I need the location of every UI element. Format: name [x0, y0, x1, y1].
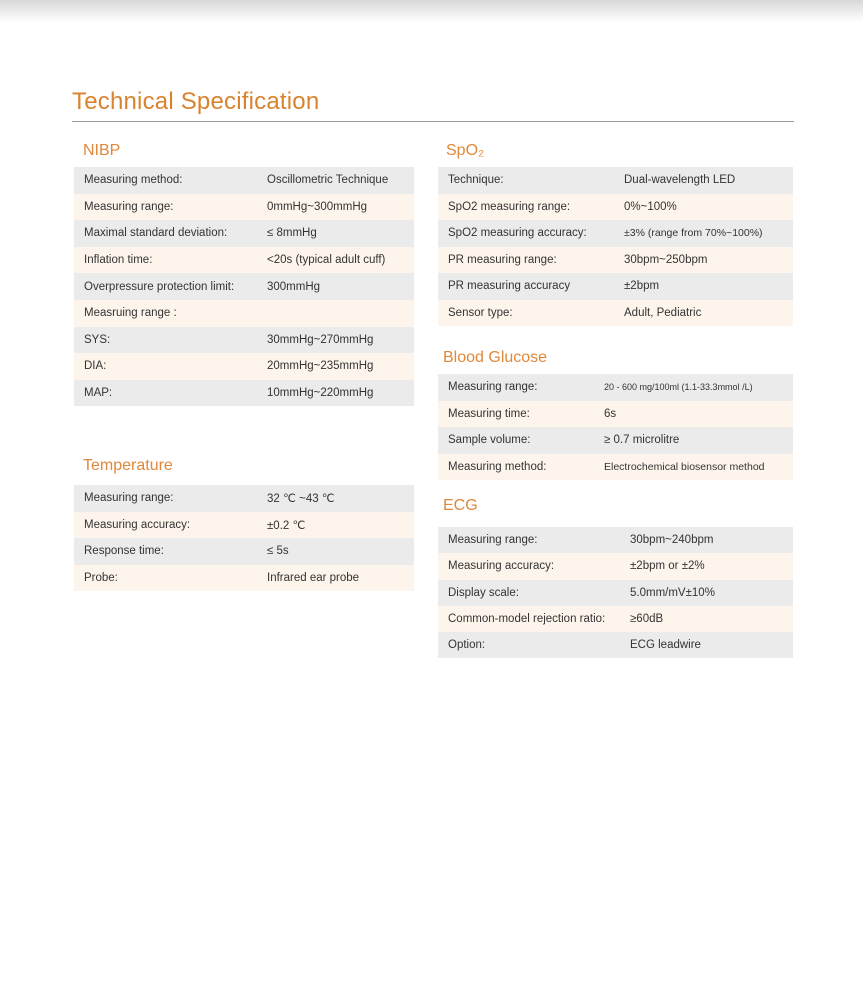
spec-value: Dual-wavelength LED: [624, 174, 736, 187]
spec-row: [438, 527, 793, 553]
spec-row: [438, 580, 793, 606]
spec-value: Adult, Pediatric: [624, 306, 702, 319]
spec-row: [74, 565, 414, 592]
spo2-spec-table: [438, 167, 793, 326]
spec-row: [74, 538, 414, 565]
spec-value: 30mmHg~270mmHg: [267, 333, 374, 346]
spec-value: 20mmHg~235mmHg: [267, 360, 374, 373]
spec-label: SYS:: [84, 333, 111, 346]
spec-value: 5.0mm/mV±10%: [630, 586, 715, 599]
nibp-spec-table: [74, 167, 414, 406]
spec-row: [438, 632, 793, 658]
spec-value: Electrochemical biosensor method: [604, 460, 765, 473]
spo2-heading: SpO₂: [446, 142, 485, 159]
temperature-spec-table: [74, 485, 414, 591]
spec-value: 6s: [604, 407, 617, 420]
spec-label: Display scale:: [448, 586, 519, 599]
spec-row: [438, 300, 793, 327]
spec-label: Maximal standard deviation:: [84, 227, 228, 240]
spec-value: ±0.2 ℃: [267, 519, 306, 532]
spec-label: Measruing range :: [84, 307, 177, 320]
spec-row: [74, 327, 414, 354]
spec-label: Response time:: [84, 545, 164, 558]
spec-value: ≤ 8mmHg: [267, 227, 317, 240]
spec-row: [74, 512, 414, 539]
spec-label: MAP:: [84, 387, 113, 400]
spec-value: 30bpm~240bpm: [630, 534, 714, 547]
title-divider: [72, 121, 794, 122]
top-shadow: [0, 0, 863, 22]
spec-value: ≥ 0.7 microlitre: [604, 434, 680, 447]
spec-label: Measuring range:: [84, 200, 174, 213]
spec-value: Oscillometric Technique: [267, 174, 389, 187]
ecg-spec-table: [438, 527, 793, 658]
spec-value: 300mmHg: [267, 280, 321, 293]
spec-row: [438, 606, 793, 632]
spec-row: [74, 380, 414, 407]
spec-row: [438, 273, 793, 300]
spec-value: 30bpm~250bpm: [624, 253, 708, 266]
spec-label: PR measuring accuracy: [448, 280, 571, 293]
spec-label: Measuring range:: [448, 381, 538, 394]
spec-label: Sensor type:: [448, 306, 513, 319]
spec-row: [438, 553, 793, 579]
spec-label: Measuring range:: [84, 492, 174, 505]
spec-value: 20 - 600 mg/100ml (1.1-33.3mmol /L): [604, 382, 753, 393]
ecg-heading: ECG: [443, 497, 478, 514]
spec-label: PR measuring range:: [448, 253, 557, 266]
blood-glucose-heading: Blood Glucose: [443, 349, 548, 366]
blood-glucose-spec-table: [438, 374, 793, 480]
spec-value: ECG leadwire: [630, 639, 701, 652]
temperature-heading: Temperature: [83, 457, 173, 474]
spec-value: ±2bpm: [624, 280, 660, 293]
spec-label: Measuring method:: [448, 460, 547, 473]
spec-value: Infrared ear probe: [267, 571, 360, 584]
spec-value: 10mmHg~220mmHg: [267, 387, 374, 400]
spec-row: [74, 220, 414, 247]
spec-label: Option:: [448, 639, 486, 652]
spec-label: Measuring accuracy:: [84, 518, 191, 531]
spec-label: Measuring accuracy:: [448, 560, 555, 573]
spec-label: Sample volume:: [448, 434, 531, 447]
spec-value: ≥60dB: [630, 613, 664, 626]
spec-value: 0%~100%: [624, 200, 677, 213]
spec-row: [438, 220, 793, 247]
spec-label: Measuring method:: [84, 174, 183, 187]
spec-label: Inflation time:: [84, 254, 153, 267]
spec-label: Overpressure protection limit:: [84, 280, 235, 293]
spec-value: ±2bpm or ±2%: [630, 560, 705, 573]
spec-label: Technique:: [448, 174, 504, 187]
spec-label: Common-model rejection ratio:: [448, 613, 606, 626]
spec-row: [74, 273, 414, 300]
spec-value: <20s (typical adult cuff): [267, 254, 386, 267]
spec-row: [74, 485, 414, 512]
page-title: Technical Specification: [72, 88, 320, 115]
spec-label: SpO2 measuring range:: [448, 200, 571, 213]
spec-row: [438, 247, 793, 274]
spec-label: Measuring time:: [448, 407, 530, 420]
spec-row: [438, 194, 793, 221]
spec-row: [74, 167, 414, 194]
spec-row: [438, 167, 793, 194]
spec-row: [74, 194, 414, 221]
spec-label: Probe:: [84, 571, 118, 584]
spec-row: [438, 427, 793, 454]
spec-label: SpO2 measuring accuracy:: [448, 227, 587, 240]
spec-row: [74, 300, 414, 327]
spec-value: ≤ 5s: [267, 545, 289, 558]
spec-row: [438, 401, 793, 428]
spec-row: [74, 247, 414, 274]
spec-row: [438, 454, 793, 481]
spec-row: [74, 353, 414, 380]
spec-label: DIA:: [84, 360, 107, 373]
spec-value: [267, 300, 414, 327]
spec-value: 0mmHg~300mmHg: [267, 200, 368, 213]
spec-value: 32 ℃ ~43 ℃: [267, 493, 335, 506]
spec-row: [438, 374, 793, 401]
nibp-heading: NIBP: [83, 142, 121, 159]
spec-value: ±3% (range from 70%~100%): [624, 227, 763, 240]
spec-label: Measuring range:: [448, 534, 538, 547]
